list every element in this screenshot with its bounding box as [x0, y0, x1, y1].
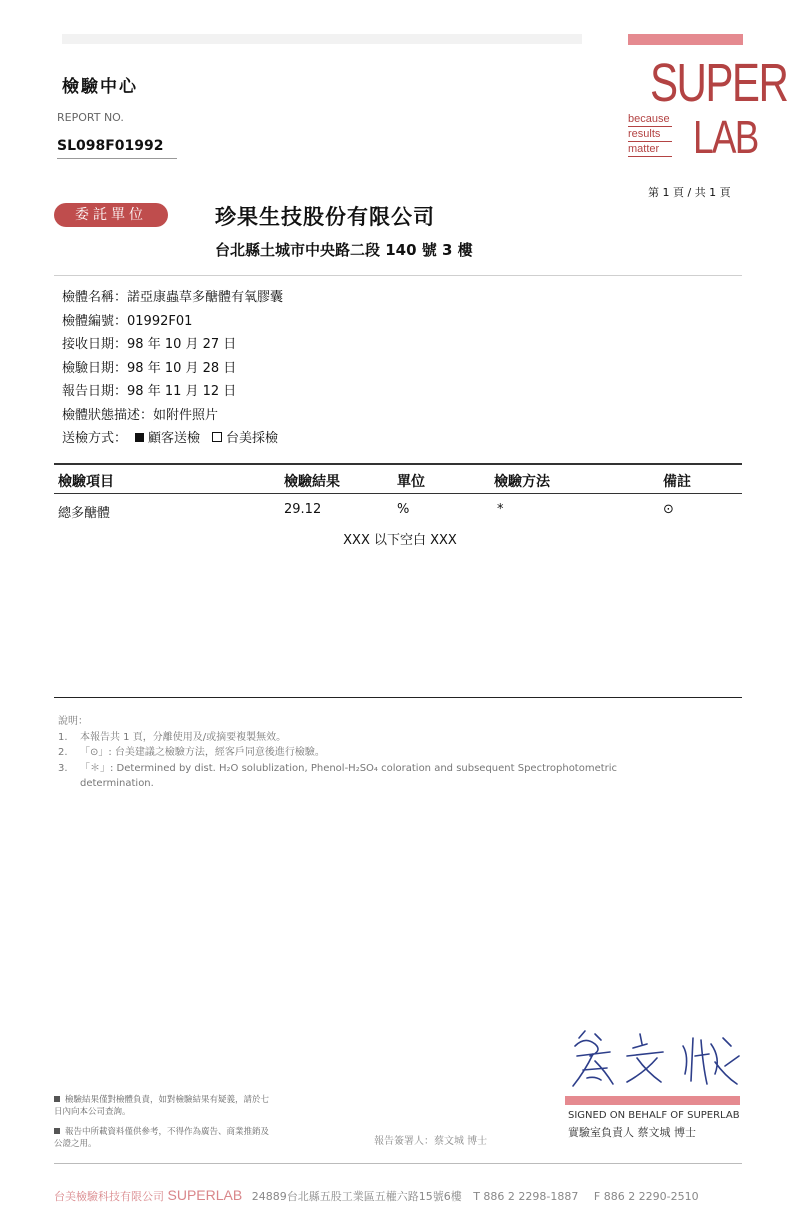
blank-below-mark: XXX 以下空白 XXX [343, 533, 457, 548]
delivery-label: 送檢方式： [62, 431, 128, 446]
table-header: 檢驗方法 [494, 474, 550, 490]
note-number: 2. [58, 747, 68, 758]
footer-brand: SUPERLAB [167, 1187, 243, 1203]
sample-info-row [62, 333, 283, 357]
info-label: 報告日期： [62, 384, 128, 399]
note-text: 「⊙」: 台美建議之檢驗方法，經客戶同意後進行檢驗。 [80, 747, 325, 758]
header-decor-band [62, 34, 582, 44]
info-value: 98 年 10 月 28 日 [127, 360, 237, 376]
note-item [58, 730, 680, 746]
sample-info-row [62, 357, 283, 381]
square-bullet-icon [54, 1128, 60, 1134]
info-label: 檢體狀態描述： [62, 407, 154, 423]
signed-on-behalf: SIGNED ON BEHALF OF SUPERLAB [568, 1110, 740, 1121]
center-name: 檢驗中心 [62, 77, 138, 97]
logo-accent-bar [628, 34, 743, 45]
info-label: 檢體編號： [62, 313, 128, 329]
info-value: 如附件照片 [153, 407, 219, 423]
info-label: 接收日期： [62, 337, 128, 352]
note-number: 3. [58, 762, 68, 774]
client-badge: 委託單位 [54, 203, 168, 227]
note-text: 本報告共 1 頁，分離使用及/或摘要複製無效。 [80, 731, 287, 743]
table-header-rule [54, 493, 742, 494]
footer-note [54, 1126, 274, 1150]
client-address: 台北縣土城市中央路二段 140 號 3 樓 [215, 241, 473, 259]
superlab-logo-lab: LAB [693, 111, 758, 163]
info-label: 檢驗日期： [62, 360, 128, 376]
table-top-rule [54, 463, 742, 465]
delivery-option-unchecked: 台美採檢 [226, 431, 279, 446]
sample-info [62, 286, 283, 451]
sample-info-row [62, 310, 283, 334]
sample-info-row [62, 404, 283, 428]
table-cell: 總多醣體 [58, 506, 111, 521]
note-item [58, 745, 680, 761]
info-value: 諾亞康蟲草多醣體有氧膠囊 [127, 290, 284, 305]
table-cell: ⊙ [663, 502, 674, 517]
info-value: 98 年 10 月 27 日 [127, 337, 237, 352]
logo-tagline-3: matter [628, 143, 672, 157]
table-header: 檢驗項目 [58, 474, 114, 490]
table-header: 檢驗結果 [284, 474, 340, 490]
client-name: 珍果生技股份有限公司 [215, 205, 435, 229]
footer-tel: T 886 2 2298-1887 [473, 1190, 579, 1203]
table-cell: 29.12 [284, 502, 322, 517]
signature-accent-bar [565, 1096, 740, 1105]
handwritten-signature [565, 1026, 745, 1096]
sample-info-row [62, 286, 283, 310]
divider [54, 697, 742, 698]
delivery-row [62, 427, 283, 451]
lab-head: 實驗室負責人 蔡文城 博士 [568, 1126, 696, 1139]
superlab-logo-super: SUPER [650, 53, 788, 113]
page-info: 第 1 頁 / 共 1 頁 [648, 186, 731, 199]
footer-note-text: 報告中所載資料僅供參考，不得作為廣告、商業推銷及公證之用。 [54, 1127, 270, 1149]
table-header: 備註 [663, 474, 691, 490]
logo-tagline-1: because [628, 113, 672, 127]
footer-company: 台美檢驗科技有限公司 [54, 1190, 164, 1203]
note-number: 1. [58, 731, 68, 743]
table-header: 單位 [397, 474, 425, 490]
report-no: SL098F01992 [57, 138, 177, 159]
note-text: 「＊」: Determined by dist. H₂O solublization, Phenol-H₂SO₄ coloration and subsequent Spectrophotometric determination. [80, 762, 618, 789]
notes [58, 714, 680, 792]
report-no-label: REPORT NO. [57, 111, 124, 124]
table-cell: * [497, 502, 504, 517]
divider [54, 1163, 742, 1164]
divider [54, 275, 742, 276]
info-value: 98 年 11 月 12 日 [127, 384, 237, 399]
table-cell: % [397, 502, 410, 517]
footer-fax: F 886 2 2290-2510 [593, 1190, 699, 1203]
unchecked-box-icon [212, 432, 222, 442]
checked-box-icon [135, 433, 144, 442]
note-item [58, 761, 680, 792]
notes-title: 說明： [58, 716, 88, 727]
logo-tagline-2: results [628, 128, 672, 142]
footer [54, 1187, 699, 1204]
info-value: 01992F01 [127, 313, 193, 329]
info-label: 檢體名稱： [62, 290, 128, 305]
delivery-option-checked: 顧客送檢 [148, 431, 201, 446]
footer-note [54, 1094, 274, 1118]
sample-info-row [62, 380, 283, 404]
footer-address: 24889台北縣五股工業區五權六路15號6樓 [251, 1190, 462, 1203]
square-bullet-icon [54, 1096, 60, 1102]
footer-note-text: 檢驗結果僅對檢體負責，如對檢驗結果有疑義，請於七日內向本公司查詢。 [54, 1095, 270, 1117]
report-signer: 報告簽署人：蔡文城 博士 [374, 1136, 488, 1147]
